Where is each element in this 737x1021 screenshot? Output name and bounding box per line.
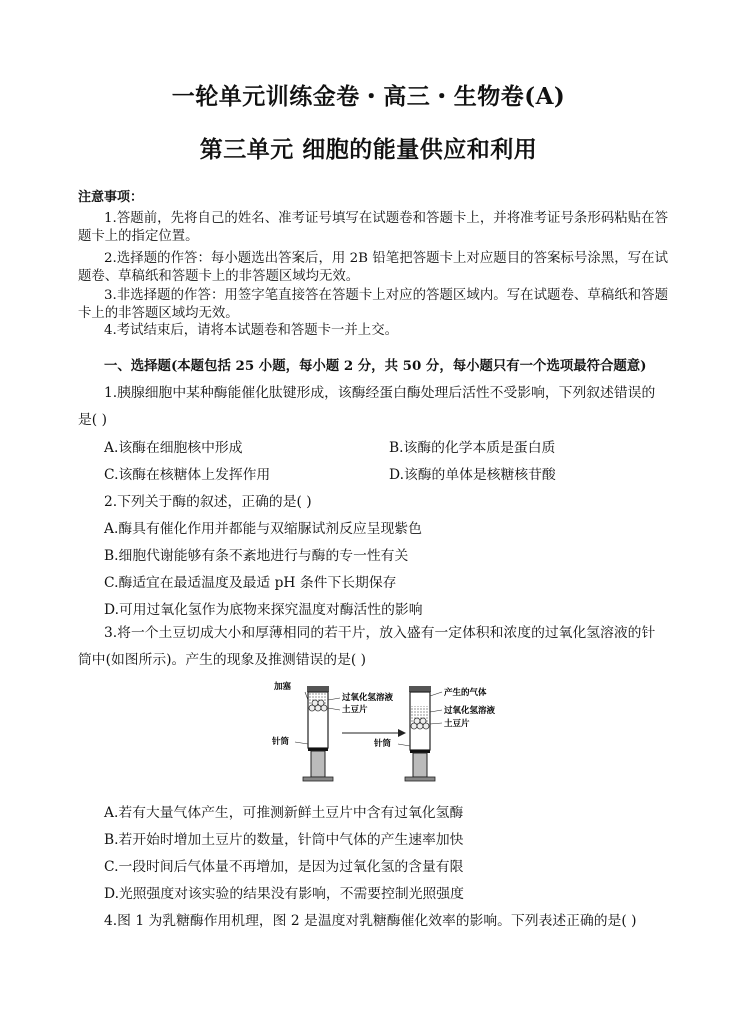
right-syringe-label: 针筒 bbox=[374, 739, 392, 749]
potato-slice bbox=[420, 718, 426, 724]
q1-option-a: A.该酶在细胞核中形成 bbox=[104, 440, 243, 456]
arrow-head bbox=[398, 729, 406, 737]
notice-heading: 注意事项： bbox=[78, 190, 144, 205]
question-4-stem: 4.图 1 为乳糖酶作用机理，图 2 是温度对乳糖酶催化效率的影响。下列表述正确的是( ) bbox=[104, 913, 637, 929]
potato-slice bbox=[312, 700, 318, 706]
unit-title: 第三单元 细胞的能量供应和利用 bbox=[199, 136, 538, 163]
q3-option-d: D.光照强度对该实验的结果没有影响，不需要控制光照强度 bbox=[104, 886, 464, 902]
notice-item-4: 4.考试结束后，请将本试题卷和答题卡一并上交。 bbox=[104, 323, 398, 338]
q2-option-a: A.酶具有催化作用并都能与双缩脲试剂反应呈现紫色 bbox=[104, 521, 422, 537]
q2-option-c: C.酶适宜在最适温度及最适 pH 条件下长期保存 bbox=[104, 575, 397, 591]
question-3-stem: 3.将一个土豆切成大小和厚薄相同的若干片，放入盛有一定体积和浓度的过氧化氢溶液的针筒中(如图所示)。产生的现象及推测错误的是( ) bbox=[78, 625, 656, 668]
question-2-stem: 2.下列关于酶的叙述，正确的是( ) bbox=[104, 494, 312, 510]
potato-slice bbox=[318, 700, 324, 706]
q1-option-d: D.该酶的单体是核糖核苷酸 bbox=[389, 467, 556, 483]
right-stopper bbox=[409, 686, 431, 692]
gas-label: 产生的气体 bbox=[444, 688, 487, 698]
left-potato-label: 土豆片 bbox=[342, 705, 368, 715]
q2-option-d: D.可用过氧化氢作为底物来探究温度对酶活性的影响 bbox=[104, 602, 423, 618]
q1-option-b: B.该酶的化学本质是蛋白质 bbox=[389, 440, 556, 456]
notice-item-2: 2.选择题的作答：每小题选出答案后，用 2B 铅笔把答题卡上对应题目的答案标号涂黑，写在试题卷、草稿纸和答题卡上的非答题区域均无效。 bbox=[78, 251, 668, 284]
q1-option-c: C.该酶在核糖体上发挥作用 bbox=[104, 467, 271, 483]
left-solution-label: 过氧化氢溶液 bbox=[342, 693, 394, 703]
q3-option-b: B.若开始时增加土豆片的数量，针筒中气体的产生速率加快 bbox=[104, 832, 464, 848]
syringe-experiment-figure bbox=[270, 678, 520, 788]
right-potato-label: 土豆片 bbox=[444, 719, 470, 729]
notice-item-3: 3.非选择题的作答：用签字笔直接答在答题卡上对应的答题区域内。写在试题卷、草稿纸和答题卡上的非答题区域均无效。 bbox=[78, 288, 668, 321]
left-plunger bbox=[311, 751, 325, 777]
right-solution-label: 过氧化氢溶液 bbox=[444, 706, 496, 716]
gas-space bbox=[411, 693, 429, 706]
q3-option-c: C.一段时间后气体量不再增加，是因为过氧化氢的含量有限 bbox=[104, 859, 464, 875]
q3-option-a: A.若有大量气体产生，可推测新鲜土豆片中含有过氧化氢酶 bbox=[104, 805, 464, 821]
left-syringe-label: 针筒 bbox=[272, 737, 290, 747]
left-stopper-label: 加塞 bbox=[274, 682, 292, 692]
question-1-stem: 1.胰腺细胞中某种酶能催化肽键形成，该酶经蛋白酶处理后活性不受影响，下列叙述错误的是( ) bbox=[78, 385, 656, 428]
section-heading: 一、选择题(本题包括 25 小题，每小题 2 分，共 50 分，每小题只有一个选项最符合题意) bbox=[104, 358, 647, 374]
left-stopper bbox=[307, 686, 329, 692]
right-base bbox=[405, 777, 435, 781]
left-syringe bbox=[295, 686, 340, 781]
right-plunger bbox=[413, 753, 427, 777]
exam-title: 一轮单元训练金卷・高三・生物卷(A) bbox=[171, 83, 566, 110]
q2-option-b: B.细胞代谢能够有条不紊地进行与酶的专一性有关 bbox=[104, 548, 409, 564]
left-base bbox=[303, 777, 333, 781]
notice-item-1: 1.答题前，先将自己的姓名、准考证号填写在试题卷和答题卡上，并将准考证号条形码粘贴在答题卡上的指定位置。 bbox=[78, 211, 668, 244]
potato-slice bbox=[414, 718, 420, 724]
